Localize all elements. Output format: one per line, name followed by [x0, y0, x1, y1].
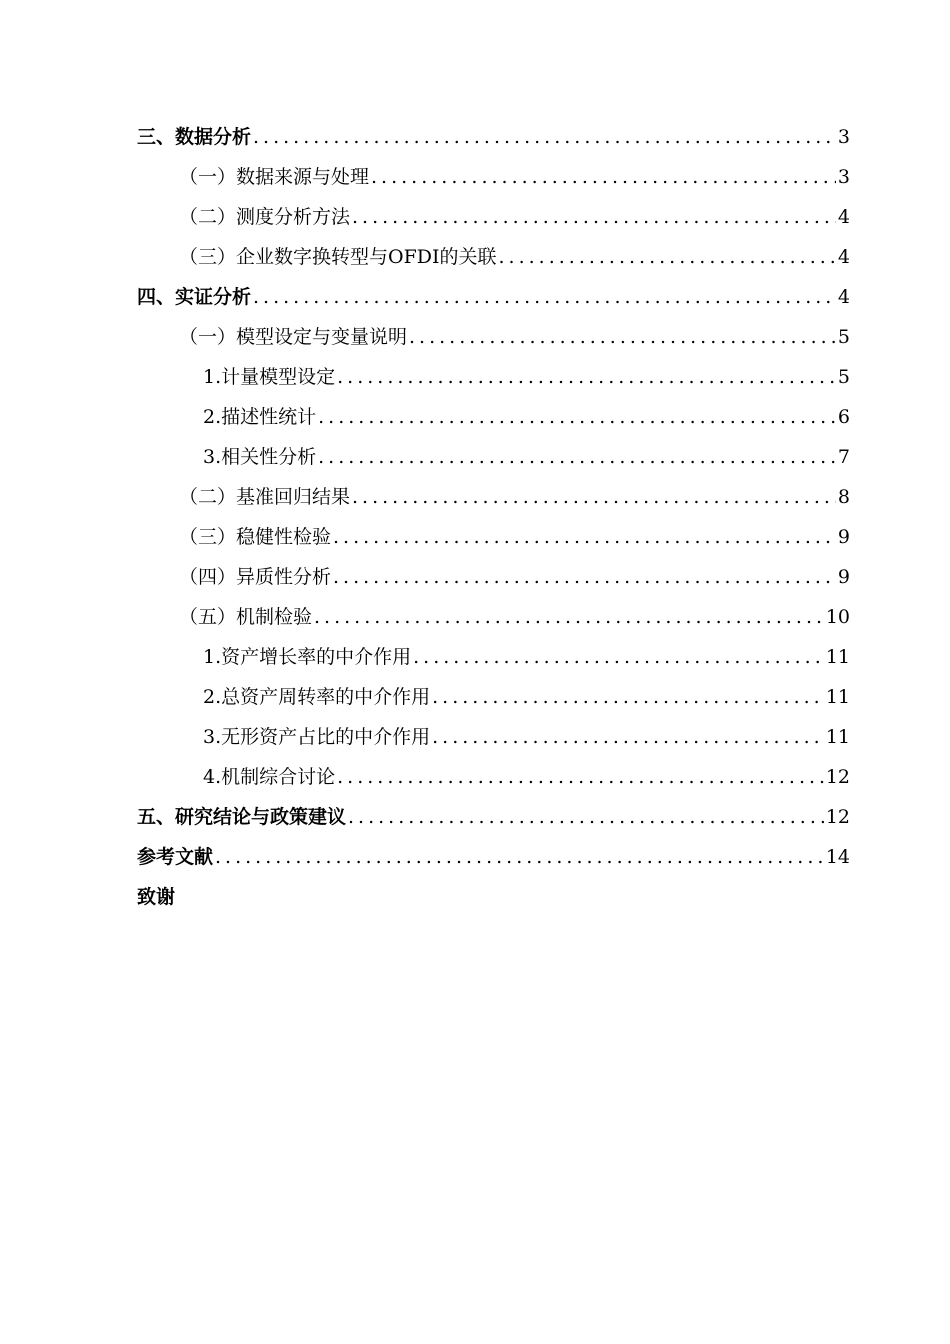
toc-page-number: 4 [837, 286, 850, 308]
toc-entry-title: （三）稳健性检验 [179, 526, 332, 548]
toc-entry-title: （三）企业数字换转型与OFDI的关联 [179, 246, 497, 268]
toc-page-number: 11 [825, 726, 850, 748]
toc-dot-leader [413, 639, 824, 675]
toc-dot-leader [499, 239, 836, 275]
toc-entry-title: 3.无形资产占比的中介作用 [203, 726, 431, 748]
toc-dot-leader [333, 519, 836, 555]
table-of-contents [137, 119, 850, 919]
toc-dot-leader [337, 359, 836, 395]
toc-entry-section-4[interactable] [137, 279, 850, 319]
toc-page-number: 9 [837, 566, 850, 588]
toc-page-number: 12 [825, 766, 850, 788]
toc-entry-title: 参考文献 [137, 846, 214, 868]
toc-entry-title: 3.相关性分析 [203, 446, 317, 468]
toc-entry-3-3[interactable] [137, 239, 850, 279]
toc-entry-4-1-1[interactable] [137, 359, 850, 399]
toc-entry-4-1[interactable] [137, 319, 850, 359]
toc-dot-leader [432, 719, 824, 755]
toc-page-number: 11 [825, 686, 850, 708]
toc-entry-title: 1.计量模型设定 [203, 366, 336, 388]
toc-dot-leader [352, 199, 836, 235]
toc-entry-title: 五、研究结论与政策建议 [137, 806, 347, 828]
toc-entry-4-2[interactable] [137, 479, 850, 519]
toc-page-number: 5 [837, 326, 850, 348]
toc-entry-4-1-3[interactable] [137, 439, 850, 479]
toc-dot-leader [432, 679, 824, 715]
toc-entry-title: （一）模型设定与变量说明 [179, 326, 408, 348]
toc-entry-title: （二）测度分析方法 [179, 206, 351, 228]
toc-entry-4-1-2[interactable] [137, 399, 850, 439]
toc-dot-leader [371, 159, 836, 195]
toc-page-number: 4 [837, 206, 850, 228]
toc-entry-title: （五）机制检验 [179, 606, 313, 628]
toc-entry-section-5[interactable] [137, 799, 850, 839]
toc-entry-title: （二）基准回归结果 [179, 486, 351, 508]
toc-page-number: 9 [837, 526, 850, 548]
toc-dot-leader [337, 759, 824, 795]
toc-page-number: 14 [825, 846, 850, 868]
toc-page-number: 5 [837, 366, 850, 388]
toc-entry-acknowledgements[interactable] [137, 879, 850, 919]
toc-entry-4-4[interactable] [137, 559, 850, 599]
toc-dot-leader [215, 839, 824, 875]
toc-dot-leader [352, 479, 836, 515]
toc-entry-4-5-1[interactable] [137, 639, 850, 679]
toc-entry-title: 1.资产增长率的中介作用 [203, 646, 412, 668]
toc-entry-4-5-2[interactable] [137, 679, 850, 719]
toc-entry-title: 四、实证分析 [137, 286, 252, 308]
toc-entry-4-3[interactable] [137, 519, 850, 559]
toc-entry-title: 致谢 [137, 886, 176, 908]
toc-entry-references[interactable] [137, 839, 850, 879]
toc-entry-3-2[interactable] [137, 199, 850, 239]
toc-page-number: 12 [825, 806, 850, 828]
toc-page-number: 11 [825, 646, 850, 668]
toc-dot-leader [348, 799, 824, 835]
toc-dot-leader [409, 319, 836, 355]
toc-entry-4-5-3[interactable] [137, 719, 850, 759]
toc-dot-leader [318, 439, 836, 475]
toc-entry-4-5[interactable] [137, 599, 850, 639]
toc-entry-section-3[interactable] [137, 119, 850, 159]
toc-entry-title: 三、数据分析 [137, 126, 252, 148]
toc-page-number: 7 [837, 446, 850, 468]
toc-entry-title: 2.描述性统计 [203, 406, 317, 428]
toc-dot-leader [314, 599, 824, 635]
toc-entry-title: （四）异质性分析 [179, 566, 332, 588]
toc-entry-3-1[interactable] [137, 159, 850, 199]
toc-page-number: 6 [837, 406, 850, 428]
toc-page-number: 3 [837, 126, 850, 148]
toc-entry-title: （一）数据来源与处理 [179, 166, 370, 188]
toc-page-number: 8 [837, 486, 850, 508]
toc-dot-leader [253, 279, 836, 315]
toc-page-number: 4 [837, 246, 850, 268]
toc-entry-4-5-4[interactable] [137, 759, 850, 799]
toc-dot-leader [253, 119, 836, 155]
toc-dot-leader [333, 559, 836, 595]
toc-page-number: 10 [825, 606, 850, 628]
toc-entry-title: 4.机制综合讨论 [203, 766, 336, 788]
toc-dot-leader [318, 399, 836, 435]
toc-page-number: 3 [837, 166, 850, 188]
toc-entry-title: 2.总资产周转率的中介作用 [203, 686, 431, 708]
